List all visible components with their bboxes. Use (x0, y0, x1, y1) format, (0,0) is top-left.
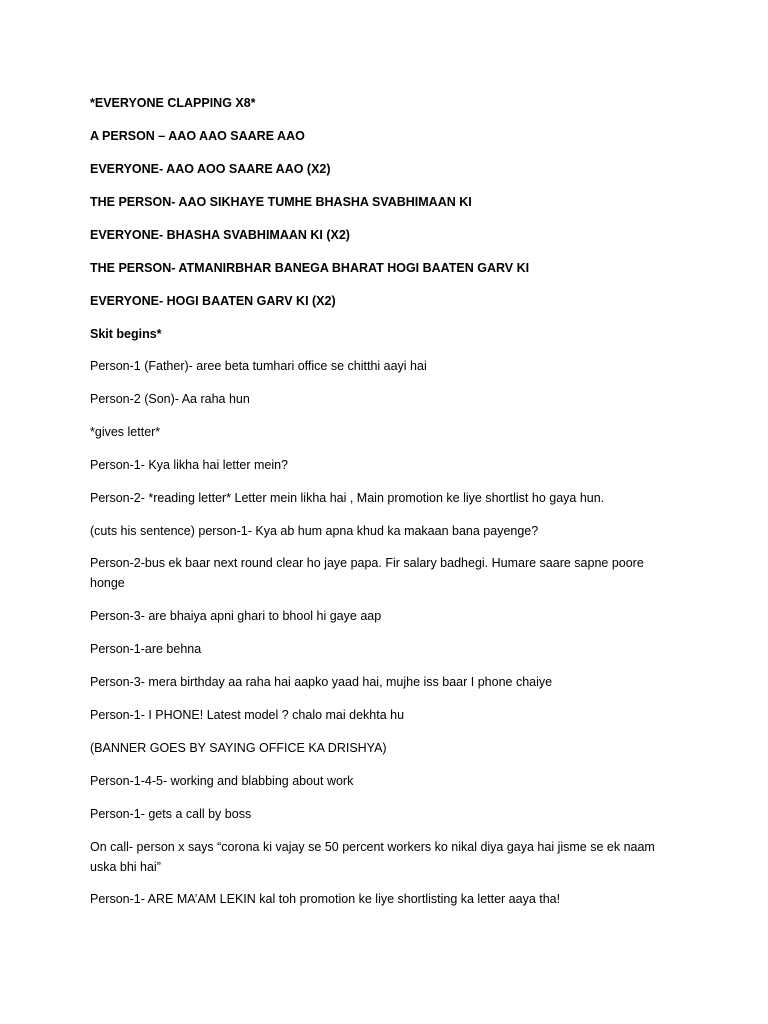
dialogue-line: Person-2 (Son)- Aa raha hun (90, 392, 250, 406)
line-skit-begins: Skit begins* (90, 327, 162, 341)
dialogue-line: (cuts his sentence) person-1- Kya ab hum apna khud ka makaan bana payenge? (90, 524, 539, 538)
dialogue-line: Person-1- I PHONE! Latest model ? chalo mai dekhta hu (90, 708, 405, 722)
line-everyone-bhasha: EVERYONE- BHASHA SVABHIMAAN KI (X2) (90, 228, 350, 242)
line-person-atmanirbhar: THE PERSON- ATMANIRBHAR BANEGA BHARAT HOGI BAATEN GARV KI (90, 261, 530, 275)
dialogue-line: Person-2-bus ek baar next round clear ho jaye papa. Fir salary badhegi. Humare saare sapne poore honge (90, 556, 644, 590)
dialogue-line: Person-3- mera birthday aa raha hai aapko yaad hai, mujhe iss baar I phone chaiye (90, 675, 553, 689)
line-everyone-garv: EVERYONE- HOGI BAATEN GARV KI (X2) (90, 294, 336, 308)
line-clapping: *EVERYONE CLAPPING X8* (90, 96, 256, 110)
dialogue-line: Person-3- are bhaiya apni ghari to bhool hi gaye aap (90, 609, 382, 623)
dialogue-line: On call- person x says “corona ki vajay se 50 percent workers ko nikal diya gaya hai jisme se ek naam uska bhi hai” (90, 840, 655, 874)
stage-direction: *gives letter* (90, 425, 161, 439)
dialogue-line: Person-1- Kya likha hai letter mein? (90, 458, 289, 472)
dialogue-line: Person-2- *reading letter* Letter mein likha hai , Main promotion ke liye shortlist ho gaya hun. (90, 491, 605, 505)
dialogue-line: Person-1- ARE MA’AM LEKIN kal toh promotion ke liye shortlisting ka letter aaya tha! (90, 892, 561, 906)
line-everyone-call: EVERYONE- AAO AOO SAARE AAO (X2) (90, 162, 331, 176)
line-person-call: A PERSON – AAO AAO SAARE AAO (90, 129, 305, 143)
stage-direction: (BANNER GOES BY SAYING OFFICE KA DRISHYA) (90, 741, 387, 755)
dialogue-line: Person-1- gets a call by boss (90, 807, 252, 821)
line-person-bhasha: THE PERSON- AAO SIKHAYE TUMHE BHASHA SVABHIMAAN KI (90, 195, 472, 209)
dialogue-line: Person-1-are behna (90, 642, 202, 656)
dialogue-line: Person-1 (Father)- aree beta tumhari office se chitthi aayi hai (90, 359, 427, 373)
dialogue-line: Person-1-4-5- working and blabbing about work (90, 774, 354, 788)
